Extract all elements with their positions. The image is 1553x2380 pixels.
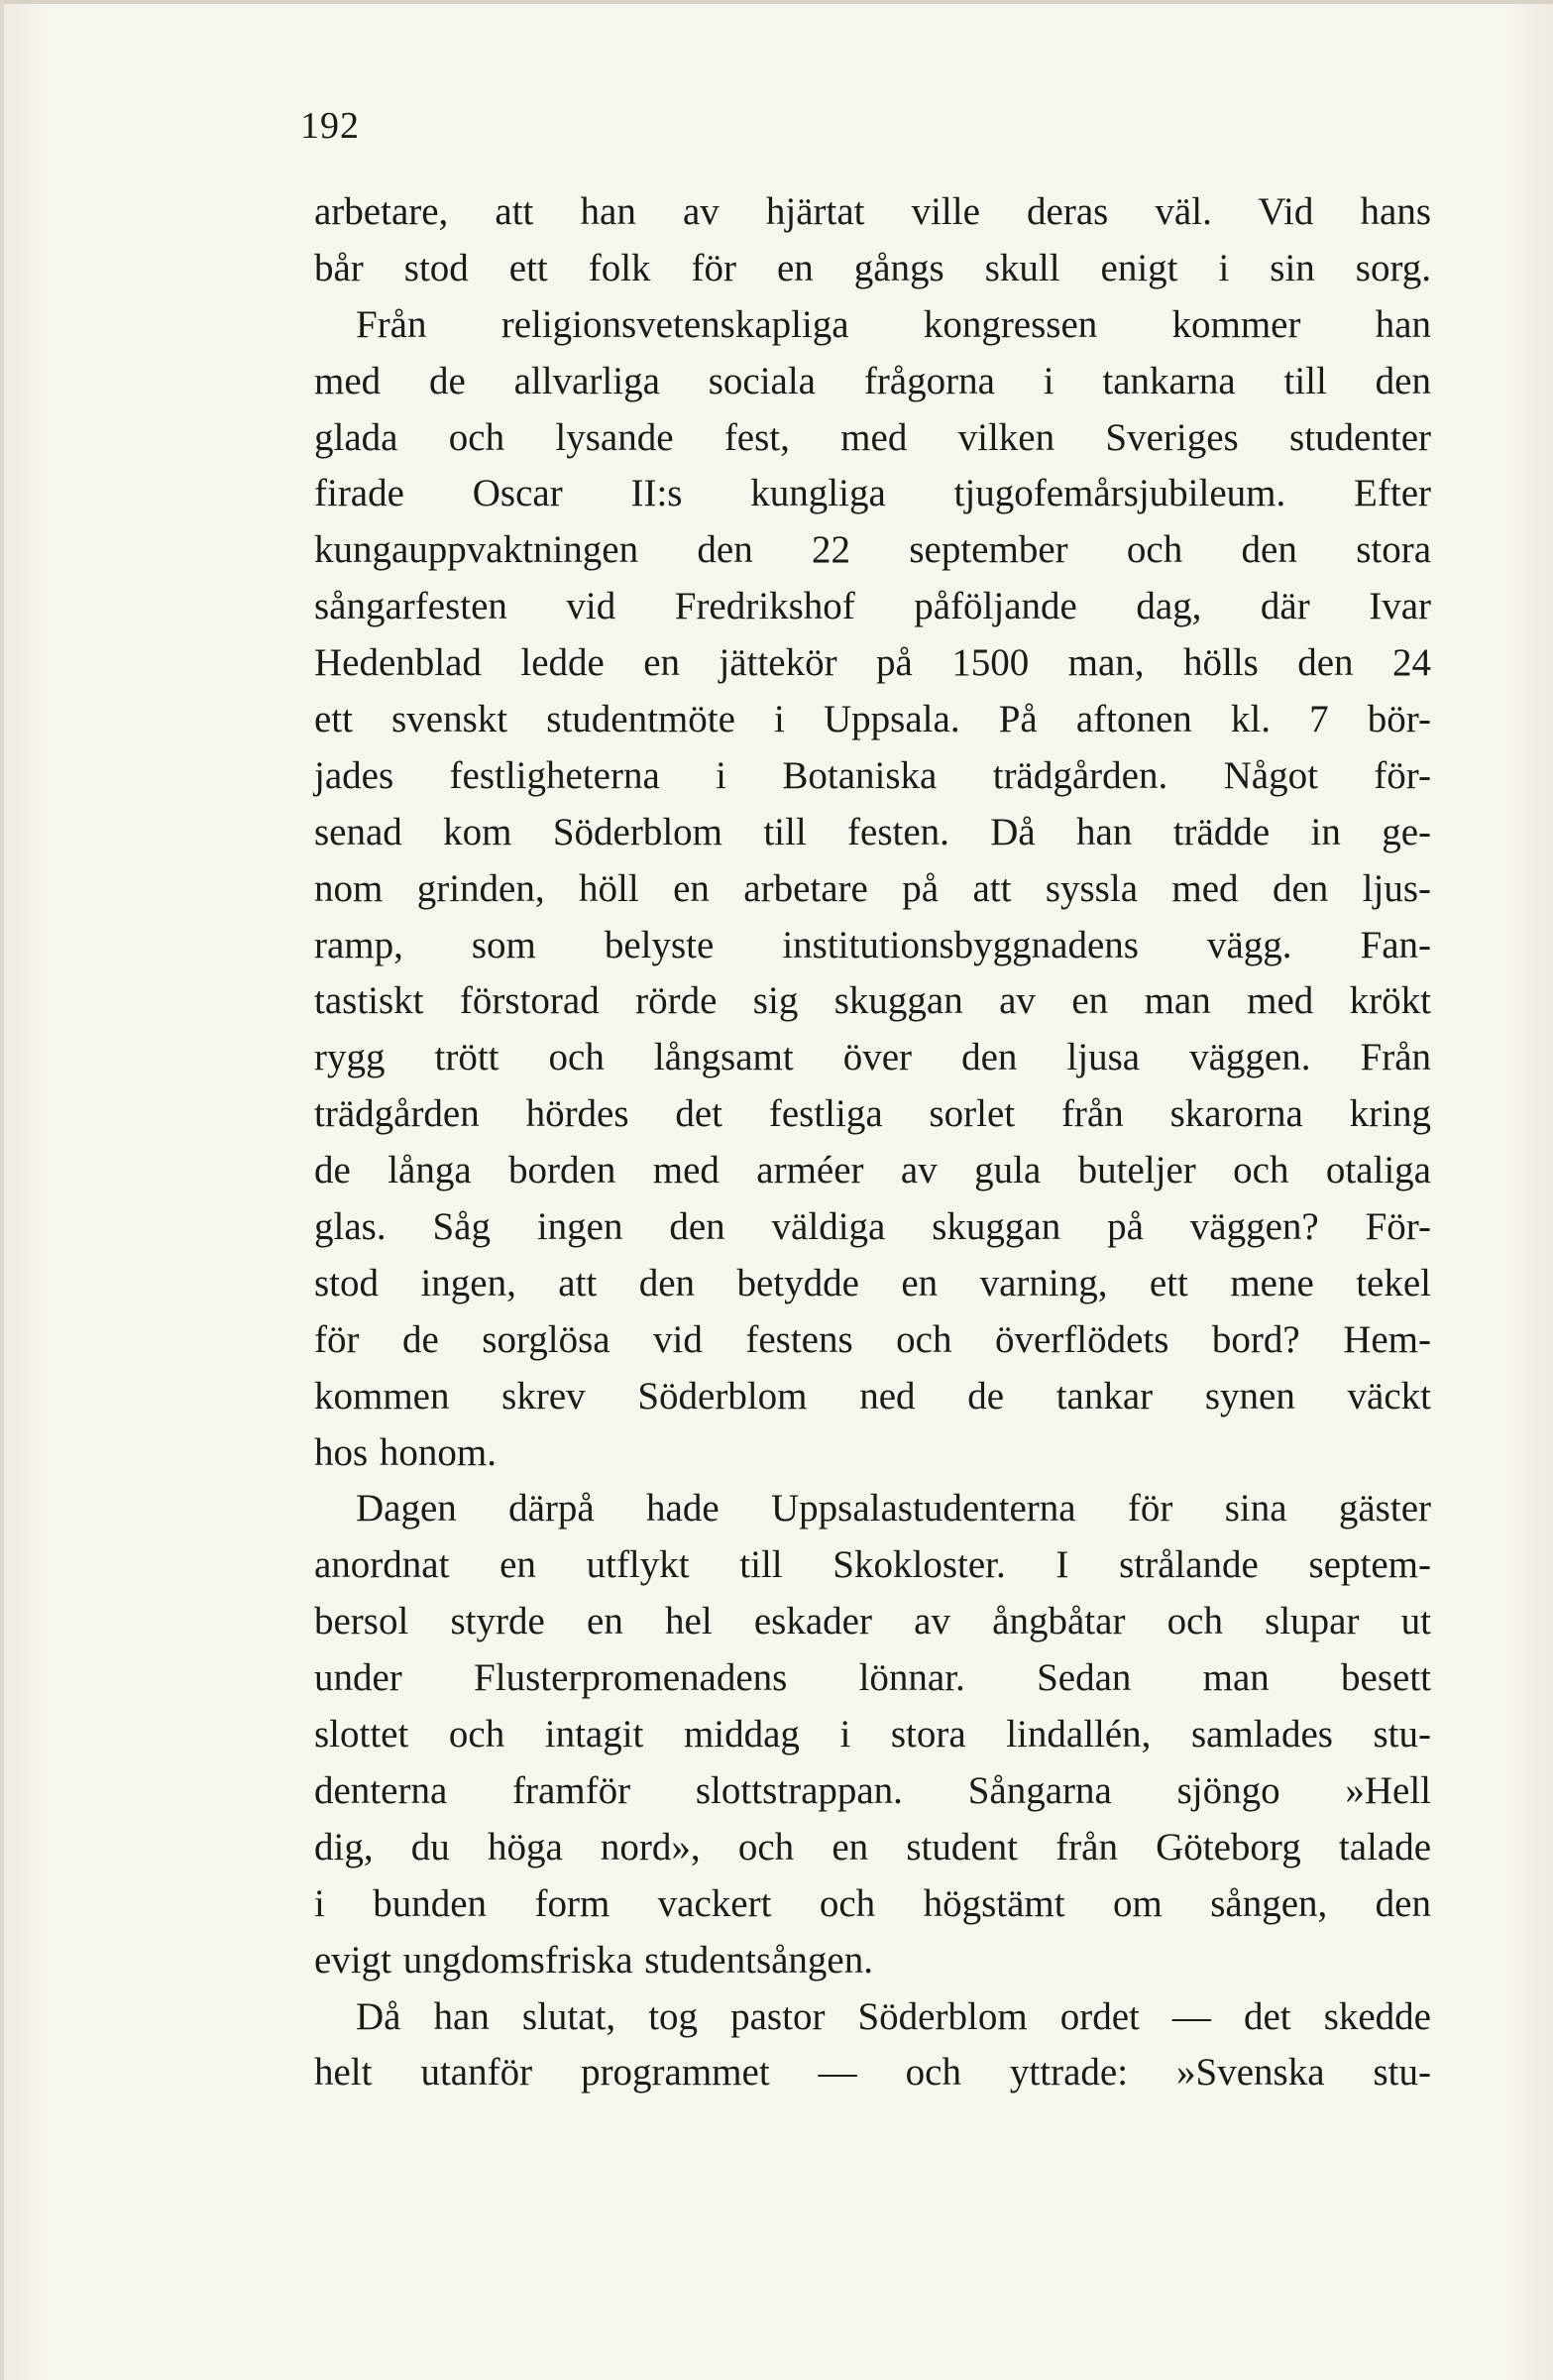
- text-line: trädgården hördes det festliga sorlet från skarorna kring: [314, 1092, 1431, 1136]
- page-left-edge: [0, 0, 4, 2380]
- text-line: evigt ungdomsfriska studentsången.: [314, 1938, 873, 1982]
- text-line: med de allvarliga sociala frågorna i tankarna till den: [314, 359, 1431, 402]
- body-text: [314, 184, 1431, 2101]
- text-line: Från religionsvetenskapliga kongressen kommer han: [356, 302, 1431, 346]
- text-line: denterna framför slottstrappan. Sångarna sjöngo »Hell: [314, 1768, 1431, 1812]
- text-line: dig, du höga nord», och en student från Göteborg talade: [314, 1825, 1431, 1869]
- text-line: kommen skrev Söderblom ned de tankar synen väckt: [314, 1374, 1431, 1417]
- text-line: slottet och intagit middag i stora lindallén, samlades stu-: [314, 1713, 1431, 1757]
- page-number: 192: [300, 105, 360, 147]
- text-line: i bunden form vackert och högstämt om sången, den: [314, 1881, 1431, 1925]
- text-line: glada och lysande fest, med vilken Sveriges studenter: [314, 415, 1431, 459]
- text-line: för de sorglösa vid festens och överflödets bord? Hem-: [314, 1317, 1431, 1361]
- text-line: Då han slutat, tog pastor Söderblom ordet — det skedde: [356, 1994, 1431, 2038]
- text-line: anordnat en utflykt till Skokloster. I strålande septem-: [314, 1543, 1431, 1587]
- text-line: helt utanför programmet — och yttrade: »Svenska stu-: [314, 2051, 1431, 2095]
- text-line: senad kom Söderblom till festen. Då han trädde in ge-: [314, 810, 1431, 853]
- text-line: firade Oscar II:s kungliga tjugofemårsjubileum. Efter: [314, 472, 1431, 515]
- text-line: bår stod ett folk för en gångs skull enigt i sin sorg.: [314, 246, 1431, 289]
- text-line: Hedenblad ledde en jättekör på 1500 man, hölls den 24: [314, 641, 1431, 685]
- text-line: Dagen därpå hade Uppsalastudenterna för sina gäster: [356, 1487, 1431, 1530]
- text-line: nom grinden, höll en arbetare på att syssla med den ljus-: [314, 866, 1431, 910]
- text-line: jades festligheterna i Botaniska trädgården. Något för-: [314, 753, 1431, 797]
- text-line: under Flusterpromenadens lönnar. Sedan man besett: [314, 1656, 1431, 1700]
- text-line: glas. Såg ingen den väldiga skuggan på väggen? För-: [314, 1205, 1431, 1249]
- text-line: sångarfesten vid Fredrikshof påföljande dag, där Ivar: [314, 585, 1431, 628]
- text-line: ramp, som belyste institutionsbyggnadens vägg. Fan-: [314, 923, 1431, 966]
- text-line: kungauppvaktningen den 22 september och den stora: [314, 528, 1431, 572]
- text-line: rygg trött och långsamt över den ljusa väggen. Från: [314, 1036, 1431, 1079]
- page-top-edge: [0, 0, 1553, 4]
- text-line: de långa borden med arméer av gula buteljer och otaliga: [314, 1149, 1431, 1192]
- text-line: stod ingen, att den betydde en varning, ett mene tekel: [314, 1261, 1431, 1304]
- text-line: tastiskt förstorad rörde sig skuggan av en man med krökt: [314, 979, 1431, 1023]
- text-line: hos honom.: [314, 1430, 498, 1474]
- text-line: bersol styrde en hel eskader av ångbåtar och slupar ut: [314, 1600, 1431, 1643]
- text-line: ett svenskt studentmöte i Uppsala. På aftonen kl. 7 bör-: [314, 698, 1431, 741]
- text-line: arbetare, att han av hjärtat ville deras väl. Vid hans: [314, 190, 1431, 233]
